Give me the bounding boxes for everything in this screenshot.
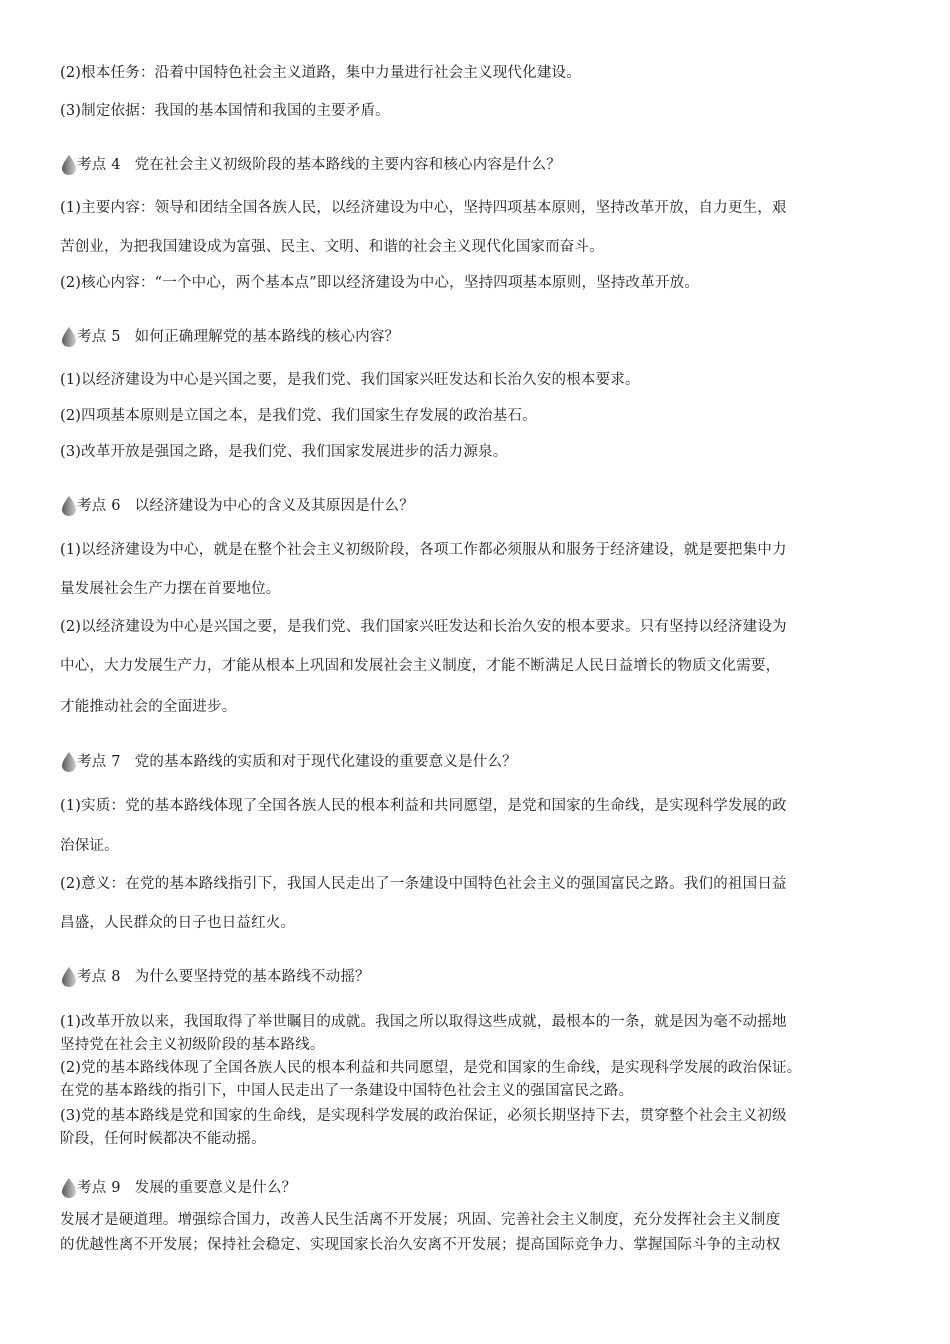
heading-label: 考点 4 [77,157,121,173]
text-line: 量发展社会生产力摆在首要地位。 [60,581,281,597]
section-heading [62,155,907,175]
text-line: 的优越性离不开发展；保持社会稳定、实现国家长治久安离不开发展；提高国际竞争力、掌握国际斗争的主动权 [60,1237,781,1253]
heading-label: 考点 9 [77,1180,121,1196]
heading-label: 考点 7 [77,754,121,770]
text-line: 才能推动社会的全面进步。 [60,699,237,715]
heading-question: 党的基本路线的实质和对于现代化建设的重要意义是什么？ [134,754,517,770]
heading-question: 党在社会主义初级阶段的基本路线的主要内容和核心内容是什么？ [134,157,561,173]
section-heading [62,496,907,516]
text-line: (2)党的基本路线体现了全国各族人民的根本利益和共同愿望，是党和国家的生命线，是实现科学发展的政治保证。 [60,1060,802,1076]
heading-question: 发展的重要意义是什么？ [134,1180,297,1196]
section-heading [62,327,907,347]
text-line: 治保证。 [60,838,119,854]
text-line: (1)主要内容：领导和团结全国各族人民，以经济建设为中心，坚持四项基本原则，坚持改革开放，自力更生，艰 [60,200,787,216]
water-drop-icon [62,967,76,987]
text-line: 阶段，任何时候都决不能动摇。 [60,1131,266,1147]
water-drop-icon [62,327,76,347]
text-line: (1)以经济建设为中心是兴国之要，是我们党、我们国家兴旺发达和长治久安的根本要求。 [60,372,640,388]
heading-label: 考点 5 [77,329,121,345]
water-drop-icon [62,496,76,516]
water-drop-icon [62,1178,76,1198]
text-line: (2)意义：在党的基本路线指引下，我国人民走出了一条建设中国特色社会主义的强国富民之路。我们的祖国日益 [60,876,787,892]
heading-question: 为什么要坚持党的基本路线不动摇？ [134,969,370,985]
text-line: (1)实质：党的基本路线体现了全国各族人民的根本利益和共同愿望，是党和国家的生命线，是实现科学发展的政 [60,798,787,814]
section-heading [62,967,907,987]
section-heading [62,1178,907,1198]
text-line: (3)制定依据：我国的基本国情和我国的主要矛盾。 [60,103,390,119]
text-line: (1)以经济建设为中心，就是在整个社会主义初级阶段，各项工作都必须服从和服务于经济建设，就是要把集中力 [60,542,787,558]
text-line: 在党的基本路线的指引下，中国人民走出了一条建设中国特色社会主义的强国富民之路。 [60,1083,634,1099]
text-line: (2)以经济建设为中心是兴国之要，是我们党、我们国家兴旺发达和长治久安的根本要求。只有坚持以经济建设为 [60,619,787,635]
heading-label: 考点 6 [77,498,121,514]
text-line: (2)根本任务：沿着中国特色社会主义道路，集中力量进行社会主义现代化建设。 [60,65,581,81]
text-line: (1)改革开放以来，我国取得了举世瞩目的成就。我国之所以取得这些成就，最根本的一条，就是因为毫不动摇地 [60,1014,787,1030]
heading-label: 考点 8 [77,969,121,985]
text-line: (3)改革开放是强国之路，是我们党、我们国家发展进步的活力源泉。 [60,444,508,460]
text-line: 苦创业，为把我国建设成为富强、民主、文明、和谐的社会主义现代化国家而奋斗。 [60,239,604,255]
text-line: (2)四项基本原则是立国之本，是我们党、我们国家生存发展的政治基石。 [60,408,537,424]
heading-question: 以经济建设为中心的含义及其原因是什么？ [134,498,414,514]
text-line: 昌盛，人民群众的日子也日益红火。 [60,915,296,931]
section-heading [62,752,907,772]
heading-question: 如何正确理解党的基本路线的核心内容？ [134,329,400,345]
text-line: 中心，大力发展生产力，才能从根本上巩固和发展社会主义制度，才能不断满足人民日益增长的物质文化需要， [60,658,781,674]
water-drop-icon [62,752,76,772]
text-line: 发展才是硬道理。增强综合国力，改善人民生活离不开发展；巩固、完善社会主义制度，充分发挥社会主义制度 [60,1212,781,1228]
text-line: 坚持党在社会主义初级阶段的基本路线。 [60,1037,325,1053]
water-drop-icon [62,155,76,175]
text-line: (3)党的基本路线是党和国家的生命线，是实现科学发展的政治保证，必须长期坚持下去，贯穿整个社会主义初级 [60,1108,787,1124]
text-line: (2)核心内容：“一个中心，两个基本点”即以经济建设为中心，坚持四项基本原则，坚持改革开放。 [60,275,700,291]
